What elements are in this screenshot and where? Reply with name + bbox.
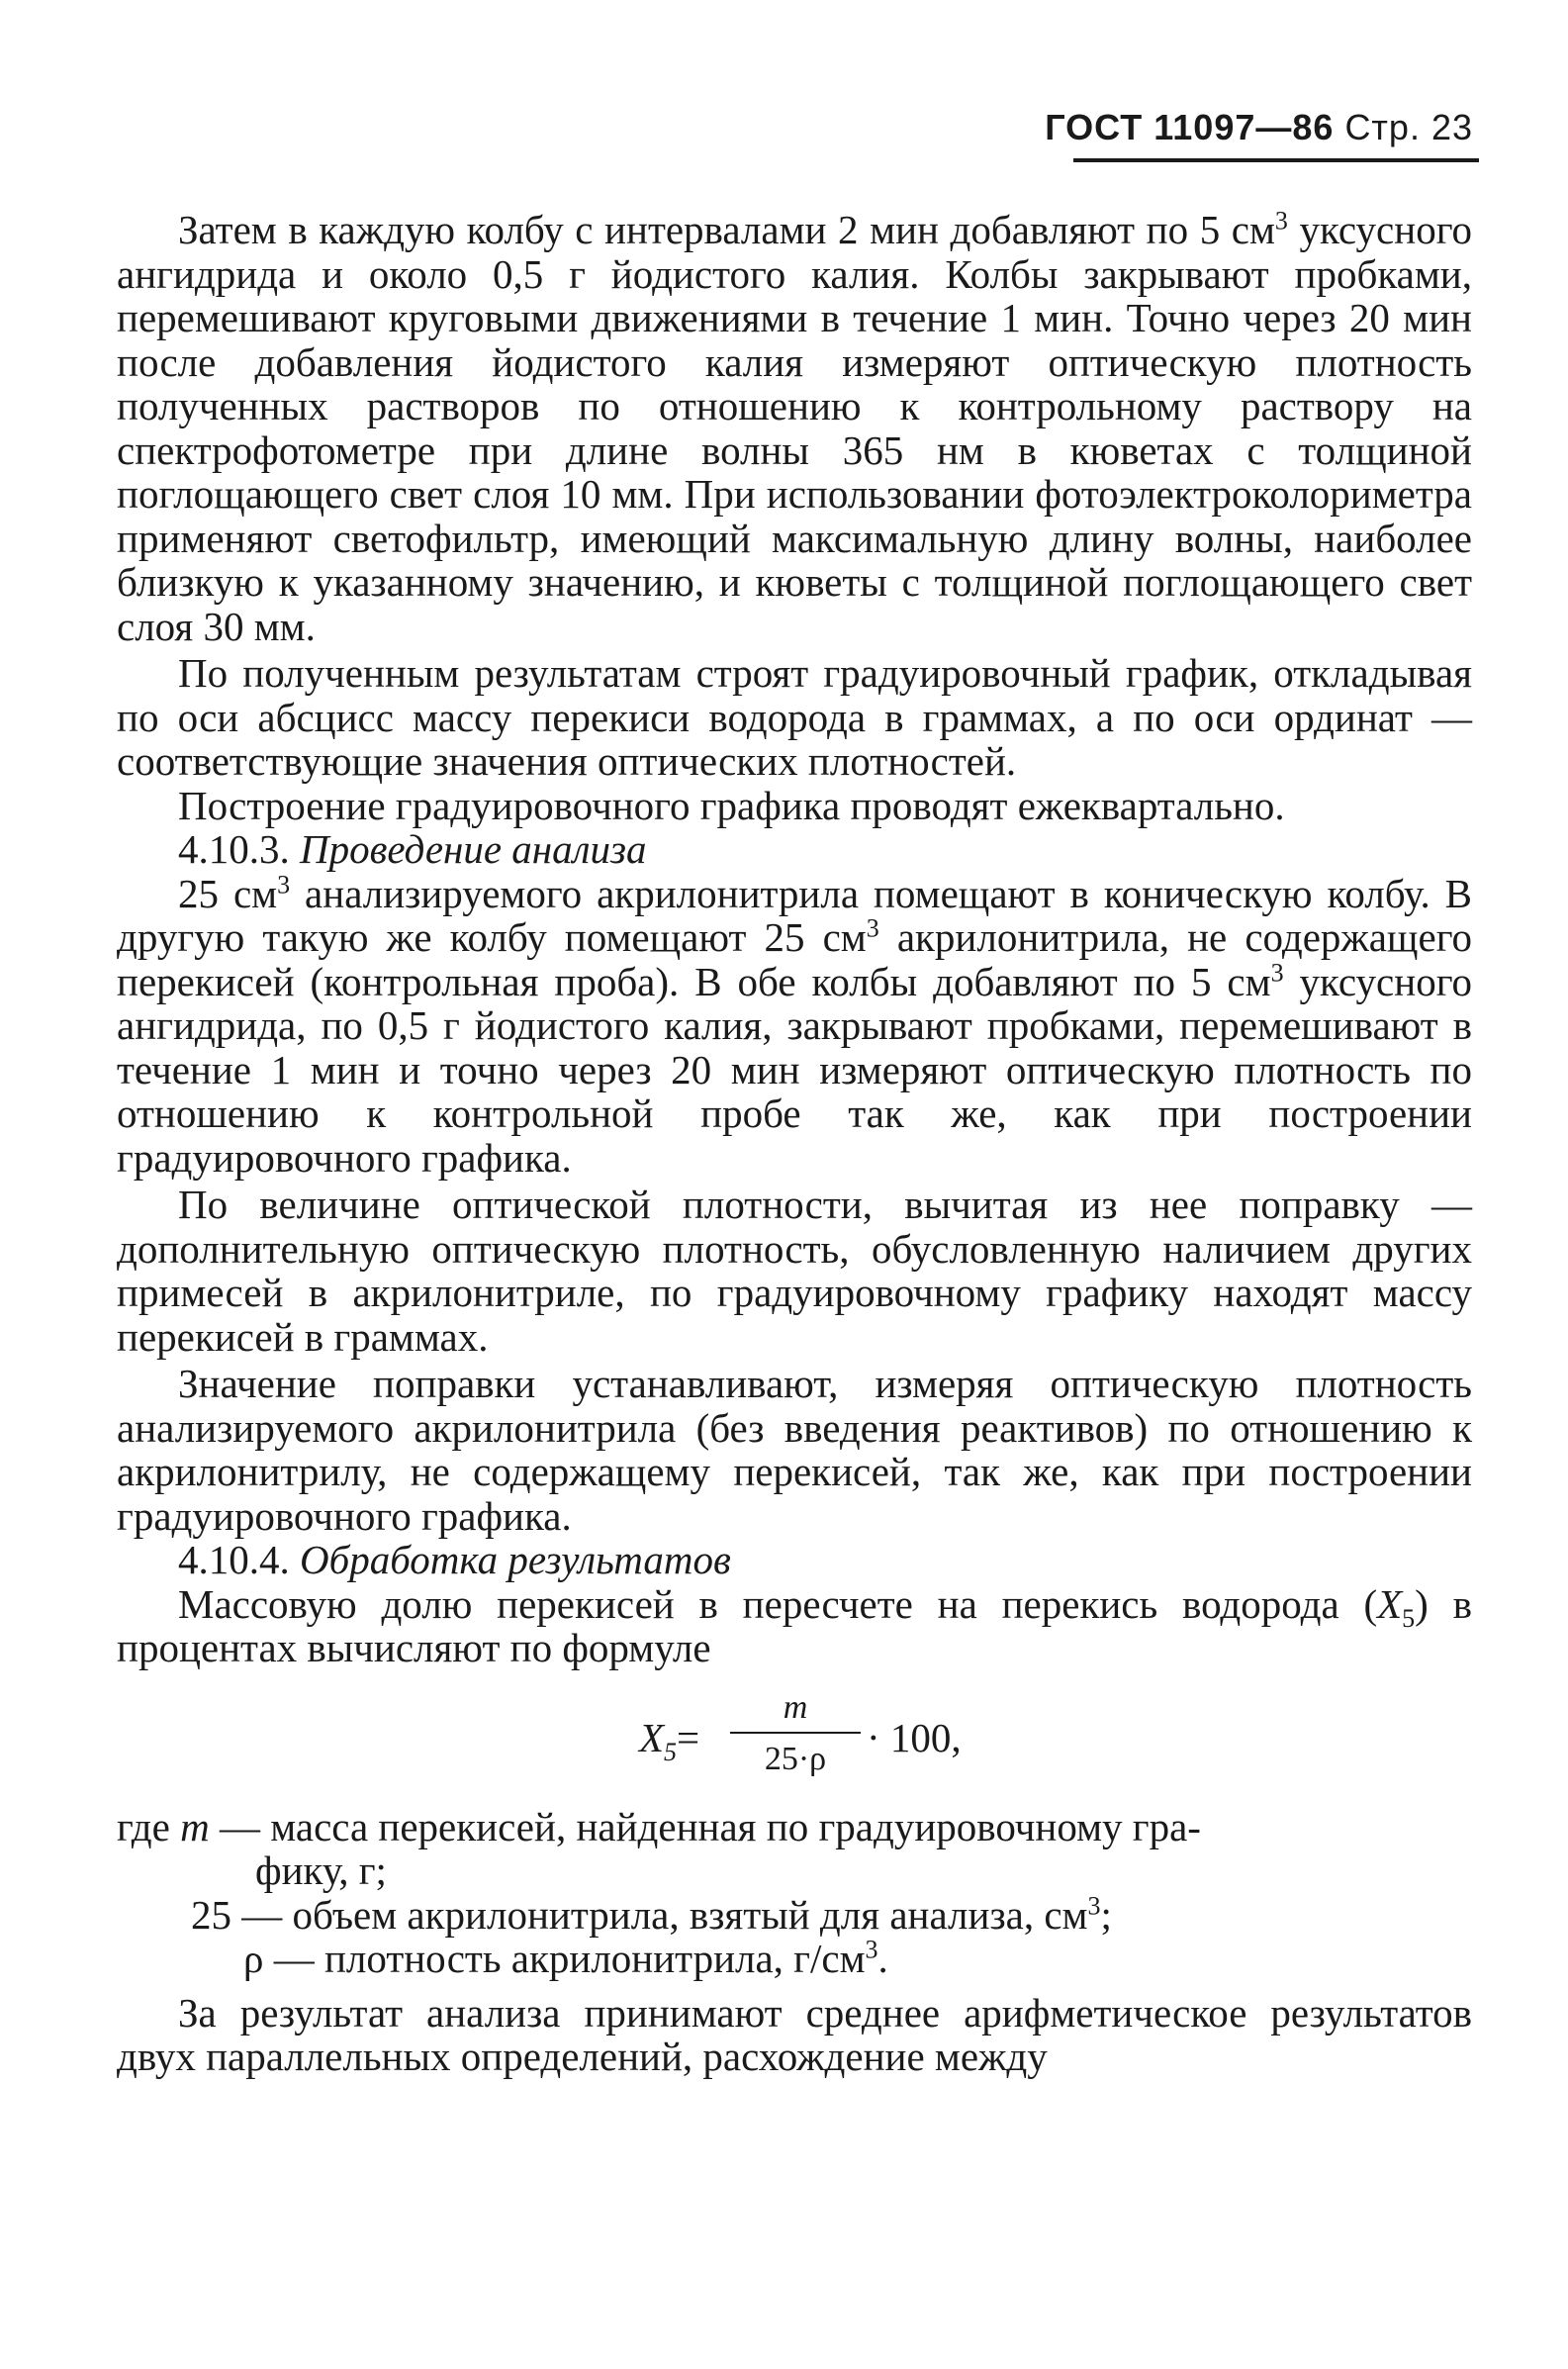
definition-25: 25 — объем акрилонитрила, взятый для анализа, $см^3$; (191, 1890, 1112, 1938)
section-heading-4-10-4: 4.10.4. Обработка результатов (178, 1537, 731, 1582)
formula (117, 1688, 1472, 1795)
header-rule (1073, 158, 1479, 162)
paragraph-8: За результат анализа принимают среднее арифметическое результатов двух параллельных определений, расхождение между (117, 1989, 1472, 2079)
paragraph-4: 25 $см^3$ анализируемого акрилонитрила помещают в коническую колбу. В другую такую же колбу помещают 25 $см^3$ акрилонитрила, не содержащего перекисей (контрольная проба). В обе колбы добавляют по 5 $см^3$ уксусного ангидрида, по 0,5 г йодистого калия, закрывают пробками, перемешивают в течение 1 мин и точно через 20 мин измеряют оптическую плотность по отношению к контрольной пробе так же, как при построении градуировочного графика. (117, 869, 1472, 1181)
page-header (1045, 107, 1473, 148)
definition-m: где m — масса перекисей, найденная по градуировочному гра- (117, 1803, 1201, 1849)
paragraph-3: Построение градуировочного графика проводят ежеквартально. (178, 782, 1285, 828)
page-number: Стр. 23 (1344, 107, 1473, 147)
definition-rho: ρ — плотность акрилонитрила, $г/см^3$. (243, 1935, 888, 1981)
formula-rhs: · 100, (867, 1714, 962, 1760)
paragraph-7: Массовую долю перекисей в пересчете на перекись водорода $(X_5)$ в процентах вычисляют по формуле (117, 1580, 1472, 1670)
paragraph-1: Затем в каждую колбу с интервалами 2 мин добавляют по 5 $см^3$ уксусного ангидрида и около 0,5 г йодистого калия. Колбы закрывают пробками, перемешивают круговыми движениями в течение 1 мин. Точно через 20 мин после добавления йодистого калия измеряют оптическую плотность полученных растворов по отношению к контрольному раствору на спектрофотометре при длине волны 365 нм в кюветах с толщиной поглощающего свет слоя 10 мм. При использовании фотоэлектроколориметра применяют светофильтр, имеющий максимальную длину волны, наиболее близкую к указанному значению, и кюветы с толщиной поглощающего свет слоя 30 мм. (117, 206, 1472, 649)
formula-numerator: m (783, 1688, 808, 1726)
definition-m-continued: фику, г; (255, 1848, 387, 1893)
formula-denominator: 25·ρ (764, 1740, 827, 1777)
fraction-bar (730, 1732, 861, 1734)
formula-fraction (730, 1688, 861, 1779)
document-body (117, 208, 1472, 2079)
variable-definitions (117, 1805, 1472, 1981)
formula-lhs: $X_5=$ (639, 1714, 700, 1766)
paragraph-2: По полученным результатам строят градуировочный график, откладывая по оси абсцисс массу перекиси водорода в граммах, а по оси ординат — соответствующие значения оптических плотностей. (117, 650, 1472, 784)
standard-number: ГОСТ 11097—86 (1045, 107, 1335, 147)
paragraph-6: Значение поправки устанавливают, измеряя оптическую плотность анализируемого акрилонитрила (без введения реактивов) по отношению к акрилонитрилу, не содержащему перекисей, так же, как при построении градуировочного графика. (117, 1361, 1472, 1539)
section-heading-4-10-3: 4.10.3. Проведение анализа (178, 826, 647, 872)
paragraph-5: По величине оптической плотности, вычитая из нее поправку — дополнительную оптическую плотность, обусловленную наличием других примесей в акрилонитриле, по градуировочному графику находят массу перекисей в граммах. (117, 1182, 1472, 1360)
